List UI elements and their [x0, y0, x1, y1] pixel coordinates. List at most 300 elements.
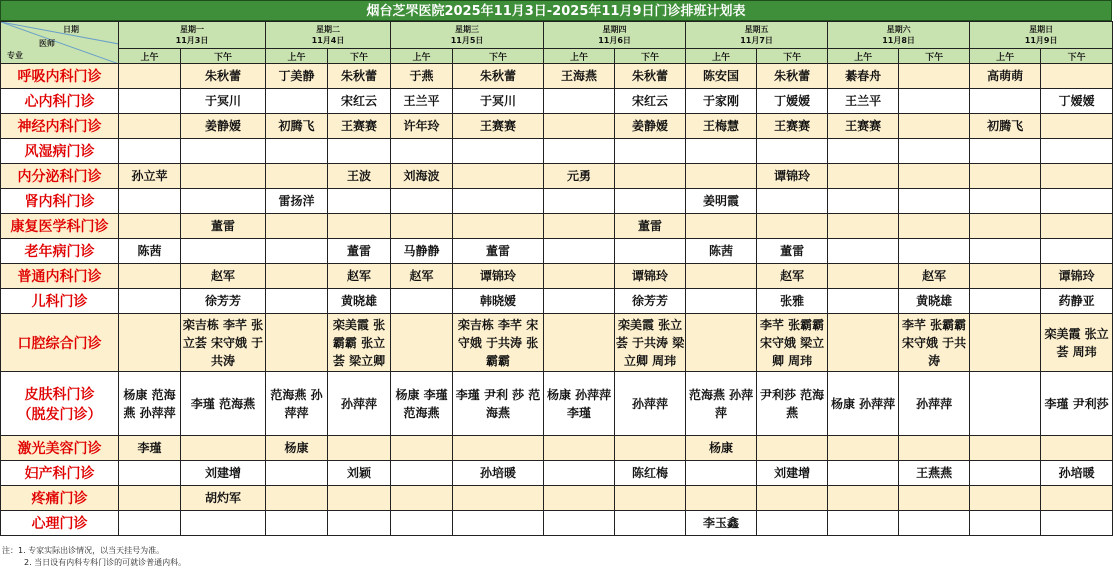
schedule-cell[interactable]	[615, 89, 686, 114]
schedule-cell[interactable]	[544, 372, 615, 436]
schedule-cell[interactable]	[181, 139, 266, 164]
schedule-cell[interactable]	[757, 314, 828, 372]
schedule-cell[interactable]	[544, 64, 615, 89]
schedule-cell[interactable]	[1041, 289, 1113, 314]
schedule-cell[interactable]	[544, 289, 615, 314]
schedule-cell[interactable]	[615, 314, 686, 372]
schedule-cell[interactable]	[328, 64, 391, 89]
schedule-cell[interactable]	[391, 436, 453, 461]
schedule-cell[interactable]	[899, 372, 970, 436]
schedule-cell[interactable]	[615, 511, 686, 536]
schedule-cell[interactable]	[266, 511, 328, 536]
schedule-cell[interactable]	[615, 372, 686, 436]
pm-label: 下午	[899, 49, 970, 64]
schedule-cell[interactable]	[266, 239, 328, 264]
schedule-cell[interactable]	[119, 89, 181, 114]
department-label: 心内科门诊	[24, 94, 95, 110]
department-label: 康复医学科门诊	[10, 219, 109, 235]
schedule-cell[interactable]	[615, 214, 686, 239]
schedule-cell[interactable]	[119, 511, 181, 536]
schedule-cell[interactable]	[828, 372, 899, 436]
schedule-cell[interactable]	[266, 314, 328, 372]
doctor-names: 姜静嫒	[632, 119, 669, 133]
schedule-cell[interactable]	[970, 64, 1041, 89]
schedule-cell[interactable]	[970, 89, 1041, 114]
schedule-cell[interactable]	[899, 214, 970, 239]
schedule-cell[interactable]	[544, 264, 615, 289]
schedule-cell[interactable]	[119, 64, 181, 89]
schedule-cell[interactable]	[266, 214, 328, 239]
schedule-cell[interactable]	[899, 239, 970, 264]
schedule-cell[interactable]	[391, 461, 453, 486]
schedule-cell[interactable]	[970, 314, 1041, 372]
schedule-cell[interactable]	[453, 372, 544, 436]
schedule-cell[interactable]	[970, 264, 1041, 289]
schedule-row	[1, 189, 1113, 214]
schedule-cell[interactable]	[970, 486, 1041, 511]
schedule-cell[interactable]	[266, 264, 328, 289]
doctor-names: 范海燕 孙萍萍	[270, 387, 323, 420]
schedule-row	[1, 511, 1113, 536]
schedule-cell[interactable]	[391, 372, 453, 436]
schedule-cell[interactable]	[453, 214, 544, 239]
schedule-cell[interactable]	[828, 314, 899, 372]
header-row-days	[1, 22, 1113, 49]
doctor-names: 杨康 孙萍萍	[830, 396, 896, 411]
schedule-cell[interactable]	[391, 189, 453, 214]
schedule-cell[interactable]	[453, 314, 544, 372]
weekday-label: 星期六	[886, 25, 911, 34]
schedule-cell[interactable]	[266, 461, 328, 486]
schedule-cell[interactable]	[1041, 372, 1113, 436]
schedule-cell[interactable]	[391, 486, 453, 511]
doctor-names: 刘颖	[347, 466, 372, 480]
schedule-cell[interactable]	[181, 436, 266, 461]
schedule-cell[interactable]	[453, 114, 544, 139]
schedule-cell[interactable]	[181, 314, 266, 372]
schedule-cell[interactable]	[1041, 486, 1113, 511]
date-label: 11月8日	[882, 36, 915, 45]
schedule-cell[interactable]	[544, 461, 615, 486]
department-label: 风湿病门诊	[24, 144, 95, 160]
schedule-cell[interactable]	[544, 164, 615, 189]
schedule-cell[interactable]	[686, 314, 757, 372]
schedule-cell[interactable]	[899, 436, 970, 461]
schedule-cell[interactable]	[328, 189, 391, 214]
schedule-cell[interactable]	[328, 372, 391, 436]
schedule-cell[interactable]	[119, 372, 181, 436]
schedule-cell[interactable]	[544, 511, 615, 536]
pm-label: 下午	[181, 49, 266, 64]
schedule-cell[interactable]	[615, 164, 686, 189]
schedule-cell[interactable]	[970, 189, 1041, 214]
schedule-cell[interactable]	[453, 239, 544, 264]
schedule-cell[interactable]	[757, 214, 828, 239]
schedule-cell[interactable]	[328, 486, 391, 511]
schedule-cell[interactable]	[328, 239, 391, 264]
schedule-cell[interactable]	[970, 214, 1041, 239]
schedule-cell[interactable]	[1041, 214, 1113, 239]
header-corner	[1, 22, 119, 64]
schedule-cell[interactable]	[1041, 314, 1113, 372]
schedule-cell[interactable]	[266, 89, 328, 114]
doctor-names: 綦春舟	[845, 69, 882, 83]
schedule-cell[interactable]	[615, 64, 686, 89]
schedule-cell[interactable]	[828, 64, 899, 89]
schedule-cell[interactable]	[828, 436, 899, 461]
schedule-cell[interactable]	[970, 114, 1041, 139]
schedule-row	[1, 114, 1113, 139]
schedule-cell[interactable]	[544, 139, 615, 164]
doctor-names: 孙萍萍	[916, 396, 953, 411]
doctor-names: 于冥川	[205, 94, 242, 108]
department-name	[1, 264, 119, 289]
schedule-row	[1, 89, 1113, 114]
schedule-cell[interactable]	[828, 239, 899, 264]
doctor-names: 孙培暖	[1058, 466, 1095, 480]
doctor-names: 杨康	[709, 441, 734, 455]
schedule-cell[interactable]	[970, 436, 1041, 461]
schedule-cell[interactable]	[391, 314, 453, 372]
schedule-row	[1, 314, 1113, 372]
schedule-cell[interactable]	[828, 164, 899, 189]
doctor-names: 王兰平	[845, 94, 882, 108]
doctor-names: 赵军	[211, 269, 236, 283]
department-label: 儿科门诊	[31, 294, 88, 310]
schedule-cell[interactable]	[328, 164, 391, 189]
schedule-cell[interactable]	[828, 511, 899, 536]
schedule-cell[interactable]	[615, 436, 686, 461]
schedule-cell[interactable]	[391, 239, 453, 264]
schedule-cell[interactable]	[828, 486, 899, 511]
schedule-cell[interactable]	[1041, 264, 1113, 289]
schedule-cell[interactable]	[328, 289, 391, 314]
schedule-cell[interactable]	[828, 214, 899, 239]
schedule-cell[interactable]	[119, 164, 181, 189]
am-label: 上午	[970, 49, 1041, 64]
schedule-cell[interactable]	[757, 264, 828, 289]
schedule-cell[interactable]	[970, 164, 1041, 189]
schedule-cell[interactable]	[328, 511, 391, 536]
schedule-cell[interactable]	[899, 461, 970, 486]
doctor-names: 朱秋蕾	[341, 69, 378, 83]
schedule-cell[interactable]	[757, 139, 828, 164]
schedule-cell[interactable]	[757, 372, 828, 436]
schedule-cell[interactable]	[686, 114, 757, 139]
schedule-cell[interactable]	[391, 89, 453, 114]
schedule-cell[interactable]	[757, 114, 828, 139]
schedule-cell[interactable]	[544, 189, 615, 214]
doctor-names: 杨康 李瑾 范海燕	[395, 387, 448, 420]
schedule-cell[interactable]	[181, 164, 266, 189]
schedule-cell[interactable]	[828, 189, 899, 214]
doctor-names: 李瑾	[137, 441, 162, 455]
schedule-cell[interactable]	[686, 289, 757, 314]
doctor-names: 刘建增	[774, 466, 811, 480]
schedule-cell[interactable]	[544, 239, 615, 264]
schedule-cell[interactable]	[391, 139, 453, 164]
schedule-cell[interactable]	[266, 486, 328, 511]
schedule-row	[1, 289, 1113, 314]
weekday-label: 星期三	[455, 25, 480, 34]
schedule-cell[interactable]	[328, 114, 391, 139]
schedule-cell[interactable]	[266, 436, 328, 461]
am-label: 上午	[266, 49, 328, 64]
weekday-label: 星期四	[602, 25, 627, 34]
department-name	[1, 511, 119, 536]
schedule-cell[interactable]	[615, 189, 686, 214]
schedule-cell[interactable]	[899, 164, 970, 189]
schedule-row	[1, 486, 1113, 511]
schedule-cell[interactable]	[453, 264, 544, 289]
day-header	[544, 22, 686, 49]
schedule-cell[interactable]	[181, 486, 266, 511]
schedule-cell[interactable]	[328, 89, 391, 114]
department-sub-label: （脱发门诊）	[17, 406, 102, 423]
schedule-cell[interactable]	[1041, 114, 1113, 139]
schedule-cell[interactable]	[1041, 511, 1113, 536]
schedule-cell[interactable]	[453, 89, 544, 114]
schedule-cell[interactable]	[119, 461, 181, 486]
schedule-cell[interactable]	[970, 289, 1041, 314]
schedule-cell[interactable]	[391, 114, 453, 139]
schedule-cell[interactable]	[899, 314, 970, 372]
schedule-cell[interactable]	[119, 436, 181, 461]
doctor-names: 朱秋蕾	[632, 69, 669, 83]
schedule-cell[interactable]	[686, 511, 757, 536]
schedule-cell[interactable]	[686, 139, 757, 164]
schedule-cell[interactable]	[328, 314, 391, 372]
schedule-cell[interactable]	[899, 64, 970, 89]
schedule-cell[interactable]	[181, 511, 266, 536]
department-label: 肾内科门诊	[24, 194, 95, 210]
schedule-cell[interactable]	[544, 114, 615, 139]
schedule-cell[interactable]	[181, 372, 266, 436]
schedule-cell[interactable]	[1041, 139, 1113, 164]
schedule-cell[interactable]	[453, 139, 544, 164]
schedule-cell[interactable]	[391, 511, 453, 536]
schedule-cell[interactable]	[757, 239, 828, 264]
schedule-cell[interactable]	[970, 139, 1041, 164]
schedule-cell[interactable]	[757, 486, 828, 511]
doctor-names: 王梅慧	[703, 119, 740, 133]
schedule-cell[interactable]	[899, 89, 970, 114]
schedule-cell[interactable]	[899, 511, 970, 536]
schedule-cell[interactable]	[1041, 436, 1113, 461]
schedule-cell[interactable]	[453, 189, 544, 214]
schedule-cell[interactable]	[899, 189, 970, 214]
doctor-names: 赵军	[409, 269, 434, 283]
schedule-cell[interactable]	[544, 214, 615, 239]
schedule-cell[interactable]	[181, 214, 266, 239]
schedule-cell[interactable]	[828, 461, 899, 486]
schedule-cell[interactable]	[453, 64, 544, 89]
schedule-cell[interactable]	[328, 139, 391, 164]
schedule-cell[interactable]	[181, 239, 266, 264]
schedule-cell[interactable]	[1041, 164, 1113, 189]
schedule-cell[interactable]	[181, 64, 266, 89]
schedule-cell[interactable]	[970, 239, 1041, 264]
schedule-cell[interactable]	[119, 289, 181, 314]
date-label: 11月9日	[1024, 36, 1058, 45]
schedule-cell[interactable]	[266, 164, 328, 189]
doctor-names: 董雷	[780, 244, 805, 258]
schedule-cell[interactable]	[181, 89, 266, 114]
schedule-cell[interactable]	[899, 139, 970, 164]
doctor-names: 孙立苹	[131, 169, 168, 183]
schedule-cell[interactable]	[899, 289, 970, 314]
schedule-cell[interactable]	[544, 89, 615, 114]
doctor-names: 于燕	[409, 69, 434, 83]
schedule-cell[interactable]	[544, 436, 615, 461]
doctor-names: 元勇	[567, 169, 592, 183]
schedule-cell[interactable]	[970, 372, 1041, 436]
schedule-cell[interactable]	[828, 264, 899, 289]
schedule-cell[interactable]	[453, 164, 544, 189]
schedule-cell[interactable]	[119, 214, 181, 239]
schedule-cell[interactable]	[328, 214, 391, 239]
schedule-cell[interactable]	[757, 289, 828, 314]
doctor-names: 初腾飞	[987, 119, 1024, 133]
schedule-cell[interactable]	[1041, 239, 1113, 264]
schedule-cell[interactable]	[828, 139, 899, 164]
schedule-cell[interactable]	[453, 461, 544, 486]
schedule-cell[interactable]	[828, 114, 899, 139]
schedule-cell[interactable]	[328, 461, 391, 486]
schedule-cell[interactable]	[266, 64, 328, 89]
schedule-cell[interactable]	[266, 114, 328, 139]
department-label: 皮肤科门诊	[24, 386, 95, 403]
doctor-names: 栾美霞 张霸霸 张立荟 梁立卿	[332, 317, 386, 368]
schedule-cell[interactable]	[686, 89, 757, 114]
department-label: 激光美容门诊	[17, 441, 102, 457]
schedule-cell[interactable]	[686, 436, 757, 461]
schedule-cell[interactable]	[119, 264, 181, 289]
schedule-cell[interactable]	[391, 214, 453, 239]
schedule-cell[interactable]	[970, 461, 1041, 486]
department-name	[1, 139, 119, 164]
doctor-names: 陈茜	[709, 244, 734, 258]
date-label: 11月3日	[175, 36, 209, 45]
schedule-cell[interactable]	[328, 436, 391, 461]
pm-label: 下午	[328, 49, 391, 64]
schedule-cell[interactable]	[119, 139, 181, 164]
schedule-cell[interactable]	[686, 461, 757, 486]
schedule-cell[interactable]	[453, 486, 544, 511]
schedule-cell[interactable]	[615, 289, 686, 314]
schedule-cell[interactable]	[181, 114, 266, 139]
schedule-cell[interactable]	[391, 289, 453, 314]
doctor-names: 李瑾 尹利莎	[1044, 396, 1109, 411]
schedule-cell[interactable]	[391, 264, 453, 289]
schedule-cell[interactable]	[544, 314, 615, 372]
doctor-names: 杨康	[284, 441, 309, 455]
schedule-cell[interactable]	[1041, 64, 1113, 89]
schedule-cell[interactable]	[686, 189, 757, 214]
doctor-names: 王赛赛	[845, 119, 882, 133]
schedule-cell[interactable]	[686, 239, 757, 264]
schedule-cell[interactable]	[119, 486, 181, 511]
schedule-cell[interactable]	[970, 511, 1041, 536]
schedule-cell[interactable]	[181, 461, 266, 486]
schedule-cell[interactable]	[181, 189, 266, 214]
schedule-cell[interactable]	[453, 436, 544, 461]
doctor-names: 董雷	[638, 219, 663, 233]
doctor-names: 尹利莎 范海燕	[759, 387, 825, 420]
schedule-cell[interactable]	[328, 264, 391, 289]
corner-doctor-label: 医师	[39, 39, 55, 48]
schedule-cell[interactable]	[391, 164, 453, 189]
schedule-cell[interactable]	[686, 64, 757, 89]
doctor-names: 王赛赛	[774, 119, 811, 133]
schedule-cell[interactable]	[119, 314, 181, 372]
schedule-cell[interactable]	[266, 189, 328, 214]
schedule-cell[interactable]	[757, 164, 828, 189]
schedule-cell[interactable]	[453, 289, 544, 314]
department-name	[1, 114, 119, 139]
schedule-cell[interactable]	[615, 139, 686, 164]
schedule-cell[interactable]	[757, 436, 828, 461]
schedule-cell[interactable]	[757, 89, 828, 114]
doctor-names: 王兰平	[403, 94, 440, 108]
schedule-cell[interactable]	[686, 214, 757, 239]
doctor-names: 于冥川	[480, 94, 517, 108]
schedule-cell[interactable]	[119, 114, 181, 139]
schedule-cell[interactable]	[615, 239, 686, 264]
doctor-names: 徐芳芳	[205, 294, 242, 308]
schedule-cell[interactable]	[615, 114, 686, 139]
schedule-cell[interactable]	[1041, 89, 1113, 114]
schedule-cell[interactable]	[828, 289, 899, 314]
schedule-cell[interactable]	[899, 486, 970, 511]
schedule-cell[interactable]	[757, 461, 828, 486]
schedule-cell[interactable]	[544, 486, 615, 511]
am-label: 上午	[544, 49, 615, 64]
schedule-cell[interactable]	[119, 239, 181, 264]
schedule-cell[interactable]	[615, 486, 686, 511]
department-name	[1, 239, 119, 264]
schedule-cell[interactable]	[899, 264, 970, 289]
day-header	[266, 22, 391, 49]
schedule-cell[interactable]	[119, 189, 181, 214]
schedule-cell[interactable]	[181, 264, 266, 289]
schedule-cell[interactable]	[453, 511, 544, 536]
schedule-cell[interactable]	[615, 461, 686, 486]
schedule-cell[interactable]	[615, 264, 686, 289]
schedule-cell[interactable]	[1041, 461, 1113, 486]
schedule-cell[interactable]	[686, 164, 757, 189]
schedule-cell[interactable]	[686, 486, 757, 511]
doctor-names: 朱秋蕾	[205, 69, 242, 83]
doctor-names: 杨康 范海燕 孙萍萍	[123, 387, 176, 420]
schedule-cell[interactable]	[391, 64, 453, 89]
schedule-cell[interactable]	[686, 264, 757, 289]
schedule-cell[interactable]	[686, 372, 757, 436]
schedule-cell[interactable]	[266, 372, 328, 436]
schedule-cell[interactable]	[757, 64, 828, 89]
doctor-names: 栾吉栋 李芊 宋守娥 于共涛 张霸霸	[457, 317, 539, 368]
schedule-cell[interactable]	[757, 511, 828, 536]
date-label: 11月4日	[311, 36, 345, 45]
schedule-cell[interactable]	[266, 289, 328, 314]
doctor-names: 许年玲	[403, 119, 440, 133]
schedule-cell[interactable]	[181, 289, 266, 314]
schedule-cell[interactable]	[899, 114, 970, 139]
schedule-cell[interactable]	[828, 89, 899, 114]
schedule-cell[interactable]	[757, 189, 828, 214]
schedule-cell[interactable]	[1041, 189, 1113, 214]
schedule-cell[interactable]	[266, 139, 328, 164]
